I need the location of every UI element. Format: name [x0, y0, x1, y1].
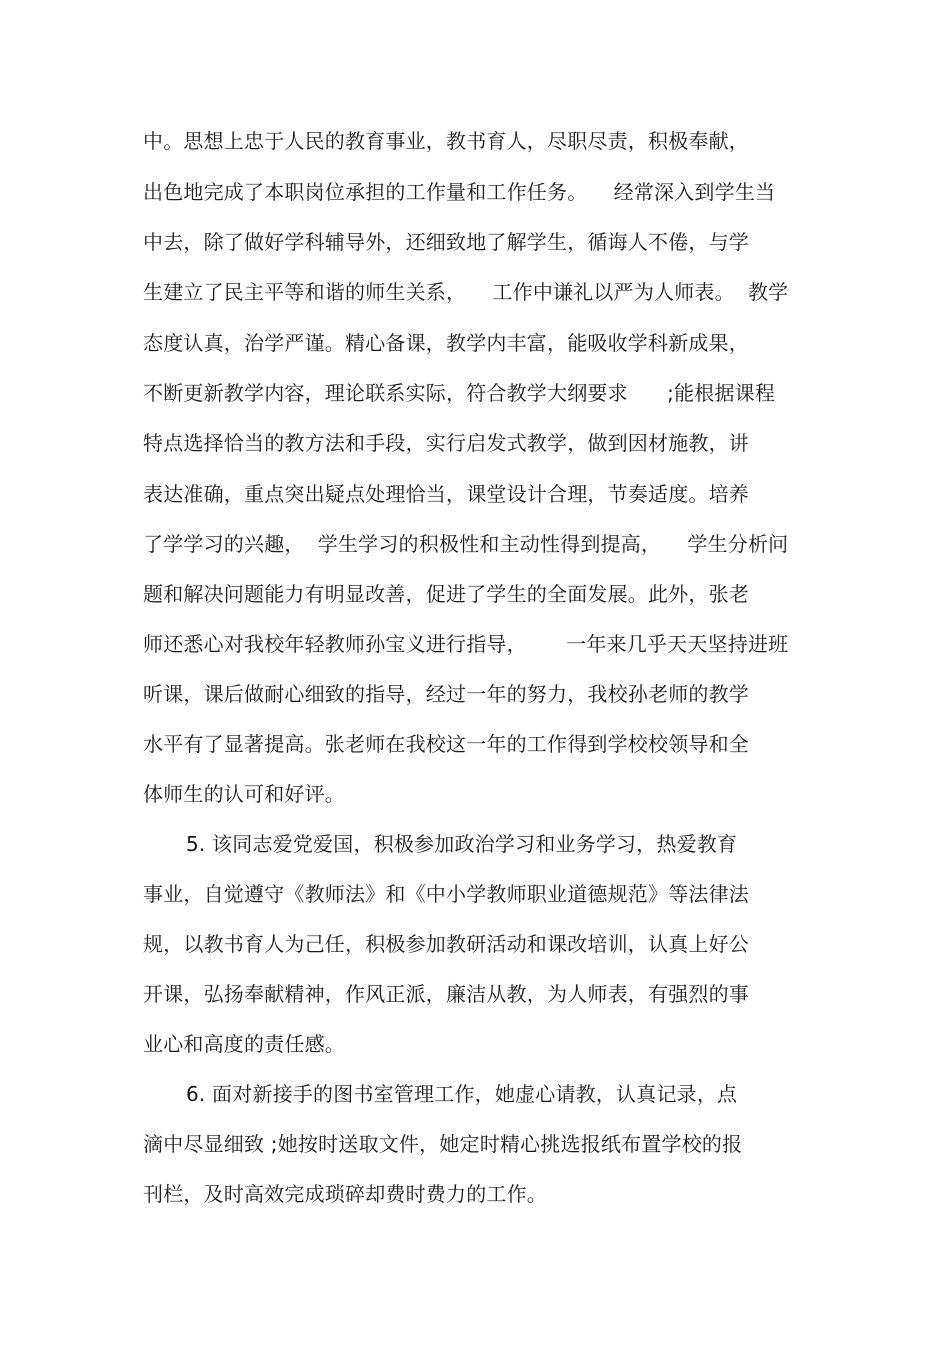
text-line: 滴中尽显细致 ;她按时送取文件，她定时精心挑选报纸布置学校的报: [143, 1132, 743, 1156]
text-line: 水平有了显著提高。张老师在我校这一年的工作得到学校校领导和全: [143, 732, 749, 756]
text-line: 听课，课后做耐心细致的指导，经过一年的努力，我校孙老师的教学: [143, 682, 749, 706]
text-line: 不断更新教学内容，理论联系实际，符合教学大纲要求 ;能根据课程: [143, 381, 776, 405]
text-line: 中。思想上忠于人民的教育事业，教书育人，尽职尽责，积极奉献，: [143, 129, 749, 153]
text-line: 特点选择恰当的教方法和手段，实行启发式教学，做到因材施教，讲: [143, 431, 749, 455]
paragraph-6-first-line: 6. 面对新接手的图书室管理工作，她虚心请教，认真记录，点: [186, 1082, 738, 1106]
text-line: 出色地完成了本职岗位承担的工作量和工作任务。 经常深入到学生当: [143, 180, 776, 204]
text-line: 题和解决问题能力有明显改善，促进了学生的全面发展。此外，张老: [143, 582, 749, 606]
text-line: 业心和高度的责任感。: [143, 1032, 345, 1056]
text-line: 表达准确，重点突出疑点处理恰当，课堂设计合理，节奏适度。培养: [143, 482, 749, 506]
text-line: 刊栏，及时高效完成琐碎却费时费力的工作。: [143, 1182, 547, 1206]
text-line: 事业，自觉遵守《教师法》和《中小学教师职业道德规范》等法律法: [143, 882, 749, 906]
text-line: 了学学习的兴趣， 学生学习的积极性和主动性得到提高， 学生分析问: [143, 532, 789, 556]
text-line: 体师生的认可和好评。: [143, 782, 345, 806]
text-line: 生建立了民主平等和谐的师生关系， 工作中谦礼以严为人师表。 教学: [143, 280, 789, 304]
text-line: 态度认真，治学严谨。精心备课，教学内丰富，能吸收学科新成果，: [143, 331, 749, 355]
text-line: 中去，除了做好学科辅导外，还细致地了解学生，循诲人不倦，与学: [143, 230, 749, 254]
text-line: 规，以教书育人为己任，积极参加教研活动和课改培训，认真上好公: [143, 932, 749, 956]
text-line: 师还悉心对我校年轻教师孙宝义进行指导， 一年来几乎天天坚持进班: [143, 632, 789, 656]
paragraph-5-first-line: 5. 该同志爱党爱国，积极参加政治学习和业务学习，热爱教育: [186, 832, 738, 856]
text-line: 开课，弘扬奉献精神，作风正派，廉洁从教，为人师表，有强烈的事: [143, 982, 749, 1006]
